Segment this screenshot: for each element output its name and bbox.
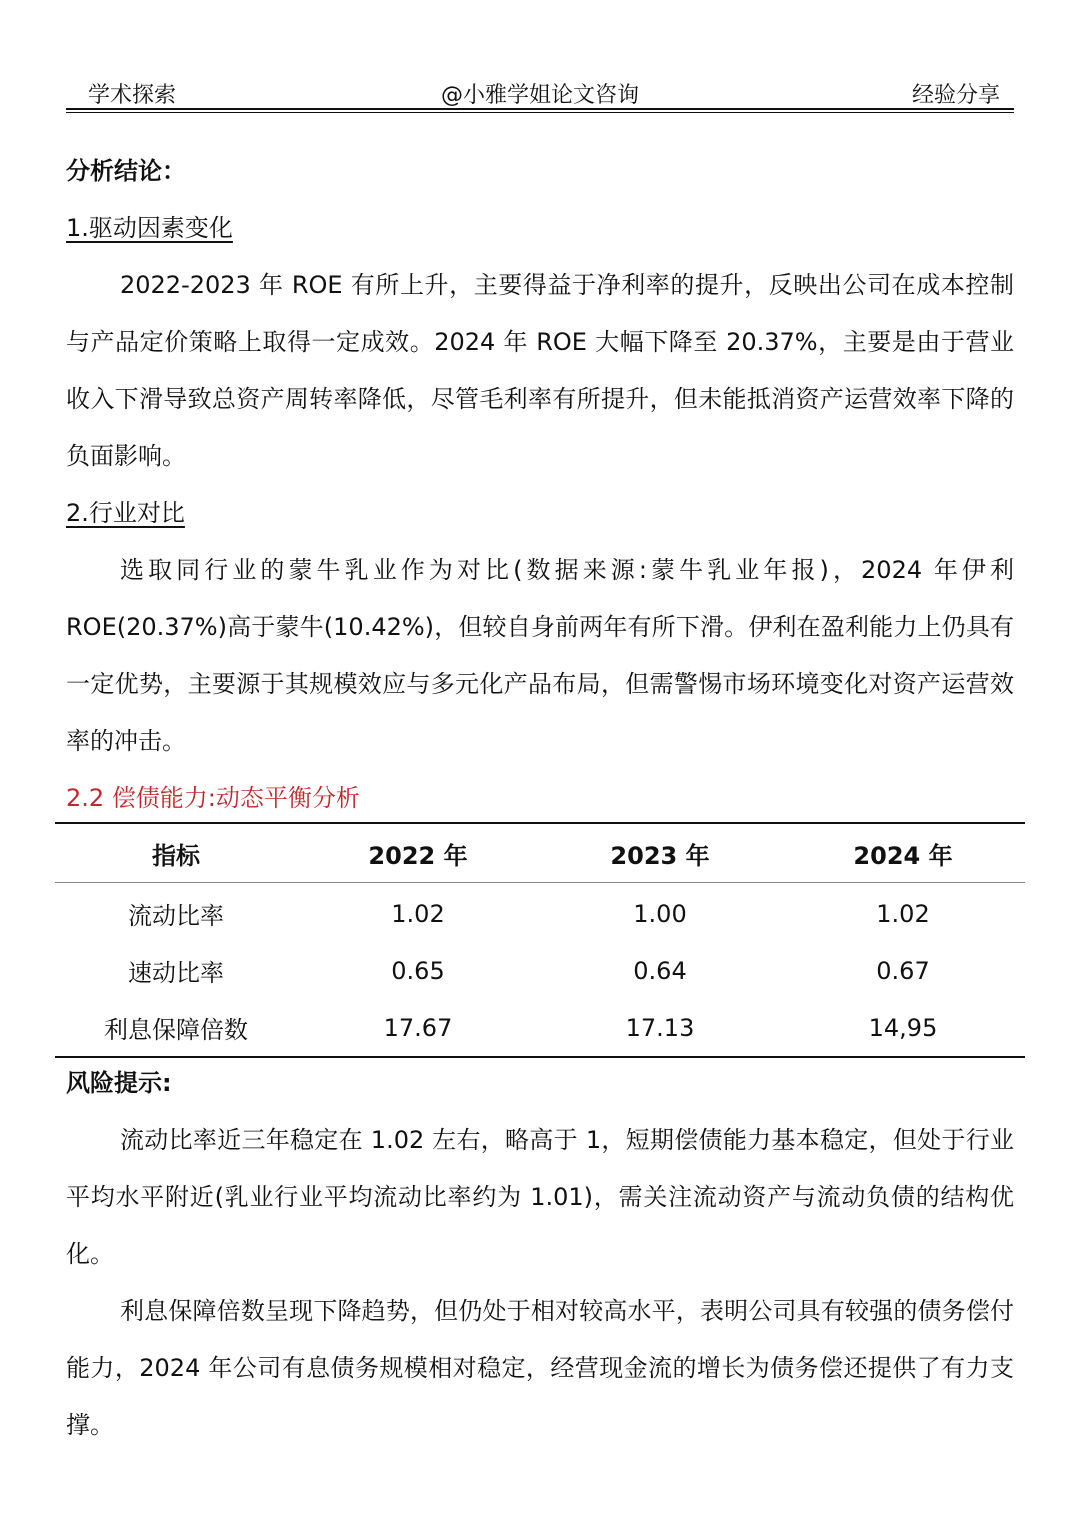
table-cell: 0.65 bbox=[391, 956, 445, 985]
table-cell: 1.00 bbox=[633, 899, 687, 928]
header-left-label: 学术探索 bbox=[88, 83, 177, 108]
header-right-label: 经验分享 bbox=[911, 83, 1000, 108]
section-2-paragraph: 选取同行业的蒙牛乳业作为对比(数据来源:蒙牛乳业年报)，2024 年伊利 ROE(20.37%)高于蒙牛(10.42%)，但较自身前两年有所下滑。伊利在盈利能力上仍具有一定优势，主要源于其规模效应与多元化产品布局，但需警惕市场环境变化对资产运营效率的冲击。 bbox=[66, 556, 1014, 755]
table-header-row bbox=[55, 824, 1025, 883]
table-cell: 0.64 bbox=[633, 956, 687, 985]
risk-block bbox=[66, 1055, 1014, 1454]
table-cell: 流动比率 bbox=[128, 902, 224, 930]
risk-paragraph-2: 利息保障倍数呈现下降趋势，但仍处于相对较高水平，表明公司具有较强的债务偿付能力，2024 年公司有息债务规模相对稳定，经营现金流的增长为债务偿还提供了有力支撑。 bbox=[66, 1297, 1014, 1439]
section-1-title: 1.驱动因素变化 bbox=[66, 214, 233, 242]
header-divider-thick bbox=[66, 108, 1014, 110]
table-row bbox=[55, 942, 1025, 999]
conclusion-title: 分析结论： bbox=[66, 157, 186, 185]
risk-paragraph-1: 流动比率近三年稳定在 1.02 左右，略高于 1，短期偿债能力基本稳定，但处于行业平均水平附近(乳业行业平均流动比率约为 1.01)，需关注流动资产与流动负债的结构优化。 bbox=[66, 1126, 1014, 1268]
table-cell: 14,95 bbox=[868, 1013, 938, 1042]
section-2-2-title: 2.2 偿债能力:动态平衡分析 bbox=[66, 784, 360, 812]
table-cell: 1.02 bbox=[876, 899, 930, 928]
table-header-cell: 指标 bbox=[152, 841, 200, 870]
table-cell: 利息保障倍数 bbox=[104, 1016, 248, 1044]
header-author: @小雅学姐论文咨询 bbox=[440, 83, 639, 108]
table-row bbox=[55, 885, 1025, 942]
table-cell: 17.67 bbox=[383, 1013, 453, 1042]
risk-title: 风险提示: bbox=[66, 1069, 172, 1097]
table-cell: 速动比率 bbox=[128, 959, 224, 987]
table-cell: 1.02 bbox=[391, 899, 445, 928]
table-header-cell: 2022 年 bbox=[368, 841, 468, 870]
table-header-cell: 2023 年 bbox=[610, 841, 710, 870]
section-1-paragraph: 2022-2023 年 ROE 有所上升，主要得益于净利率的提升，反映出公司在成本控制与产品定价策略上取得一定成效。2024 年 ROE 大幅下降至 20.37%，主要是由于营业收入下滑导致总资产周转率降低，尽管毛利率有所提升，但未能抵消资产运营效率下降的负面影响。 bbox=[66, 271, 1014, 470]
header-divider-thin bbox=[66, 112, 1014, 113]
table-cell: 17.13 bbox=[625, 1013, 695, 1042]
page-header bbox=[66, 78, 1014, 108]
conclusion-block bbox=[66, 143, 1014, 827]
section-2-title: 2.行业对比 bbox=[66, 499, 185, 527]
table-cell: 0.67 bbox=[876, 956, 930, 985]
table-row bbox=[55, 999, 1025, 1056]
table-header-cell: 2024 年 bbox=[853, 841, 953, 870]
solvency-table bbox=[55, 822, 1025, 1058]
